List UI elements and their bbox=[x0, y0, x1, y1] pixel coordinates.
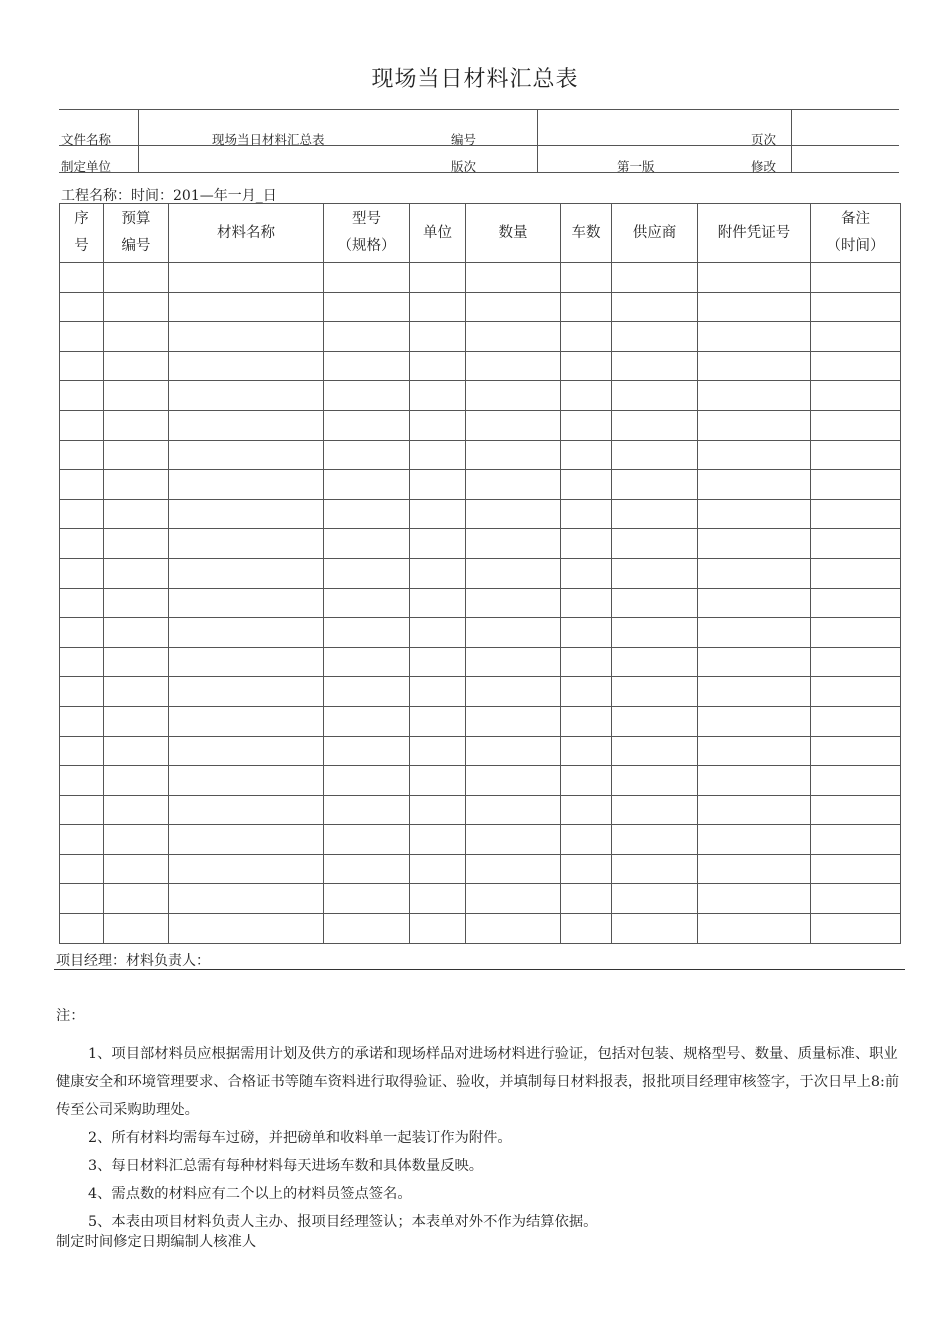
table-cell[interactable] bbox=[612, 647, 698, 677]
table-cell[interactable] bbox=[60, 795, 104, 825]
table-cell[interactable] bbox=[811, 736, 901, 766]
table-cell[interactable] bbox=[104, 706, 169, 736]
column-header: 供应商 bbox=[612, 204, 698, 263]
column-header: 备注 （时间） bbox=[811, 204, 901, 263]
table-cell[interactable] bbox=[169, 706, 324, 736]
table-cell[interactable] bbox=[410, 351, 466, 381]
table-cell[interactable] bbox=[104, 410, 169, 440]
table-cell[interactable] bbox=[698, 736, 811, 766]
table-cell[interactable] bbox=[811, 825, 901, 855]
page-label: 页次 bbox=[751, 132, 777, 147]
table-cell[interactable] bbox=[466, 410, 561, 440]
table-cell[interactable] bbox=[698, 588, 811, 618]
table-cell[interactable] bbox=[60, 854, 104, 884]
table-cell[interactable] bbox=[410, 292, 466, 322]
table-row bbox=[60, 322, 901, 352]
table-cell[interactable] bbox=[466, 381, 561, 411]
signature-line: 项目经理：材料负责人： bbox=[56, 953, 210, 969]
table-cell[interactable] bbox=[104, 381, 169, 411]
table-cell[interactable] bbox=[410, 677, 466, 707]
table-cell[interactable] bbox=[612, 470, 698, 500]
table-cell[interactable] bbox=[612, 825, 698, 855]
table-cell[interactable] bbox=[561, 795, 612, 825]
table-cell[interactable] bbox=[811, 410, 901, 440]
column-header: 数量 bbox=[466, 204, 561, 263]
table-cell[interactable] bbox=[698, 499, 811, 529]
table-row bbox=[60, 558, 901, 588]
notes-section bbox=[56, 1002, 906, 1236]
table-cell[interactable] bbox=[60, 766, 104, 796]
table-cell[interactable] bbox=[466, 499, 561, 529]
table-cell[interactable] bbox=[612, 529, 698, 559]
table-cell[interactable] bbox=[561, 292, 612, 322]
revision-label: 修改 bbox=[751, 159, 777, 174]
version-value: 第一版 bbox=[617, 159, 655, 174]
table-cell[interactable] bbox=[561, 263, 612, 293]
table-cell[interactable] bbox=[169, 499, 324, 529]
table-cell[interactable] bbox=[324, 292, 410, 322]
table-cell[interactable] bbox=[612, 322, 698, 352]
table-cell[interactable] bbox=[104, 322, 169, 352]
table-cell[interactable] bbox=[811, 440, 901, 470]
table-cell[interactable] bbox=[612, 440, 698, 470]
table-cell[interactable] bbox=[60, 440, 104, 470]
table-cell[interactable] bbox=[324, 825, 410, 855]
column-header: 单位 bbox=[410, 204, 466, 263]
table-cell[interactable] bbox=[612, 588, 698, 618]
table-cell[interactable] bbox=[561, 736, 612, 766]
table-cell[interactable] bbox=[698, 884, 811, 914]
table-cell[interactable] bbox=[561, 618, 612, 648]
table-cell[interactable] bbox=[612, 410, 698, 440]
table-cell[interactable] bbox=[466, 263, 561, 293]
table-cell[interactable] bbox=[466, 677, 561, 707]
table-cell[interactable] bbox=[466, 795, 561, 825]
document-title: 现场当日材料汇总表 bbox=[371, 67, 579, 92]
note-item: 4、需点数的材料应有二个以上的材料员签点签名。 bbox=[88, 1186, 412, 1202]
table-cell[interactable] bbox=[410, 322, 466, 352]
table-cell[interactable] bbox=[169, 854, 324, 884]
table-cell[interactable] bbox=[60, 647, 104, 677]
table-row bbox=[60, 292, 901, 322]
table-cell[interactable] bbox=[612, 766, 698, 796]
table-cell[interactable] bbox=[466, 884, 561, 914]
table-cell[interactable] bbox=[561, 322, 612, 352]
table-cell[interactable] bbox=[466, 558, 561, 588]
table-cell[interactable] bbox=[811, 677, 901, 707]
table-cell[interactable] bbox=[60, 470, 104, 500]
table-cell[interactable] bbox=[811, 351, 901, 381]
note-item: 5、本表由项目材料负责人主办、报项目经理签认；本表单对外不作为结算依据。 bbox=[88, 1214, 598, 1230]
table-cell[interactable] bbox=[466, 588, 561, 618]
table-cell[interactable] bbox=[324, 736, 410, 766]
table-cell[interactable] bbox=[410, 795, 466, 825]
column-header: 车数 bbox=[561, 204, 612, 263]
table-row bbox=[60, 647, 901, 677]
table-cell[interactable] bbox=[60, 825, 104, 855]
table-cell[interactable] bbox=[60, 529, 104, 559]
table-cell[interactable] bbox=[104, 588, 169, 618]
table-cell[interactable] bbox=[466, 736, 561, 766]
table-cell[interactable] bbox=[466, 351, 561, 381]
table-cell[interactable] bbox=[811, 499, 901, 529]
table-cell[interactable] bbox=[561, 410, 612, 440]
table-row bbox=[60, 706, 901, 736]
table-cell[interactable] bbox=[324, 706, 410, 736]
unit-label: 制定单位 bbox=[61, 159, 112, 174]
table-cell[interactable] bbox=[60, 322, 104, 352]
table-cell[interactable] bbox=[324, 766, 410, 796]
header-divider bbox=[537, 109, 538, 172]
table-cell[interactable] bbox=[324, 470, 410, 500]
footer-line: 制定时间修定日期编制人核准人 bbox=[56, 1234, 257, 1250]
table-cell[interactable] bbox=[60, 618, 104, 648]
table-cell[interactable] bbox=[561, 914, 612, 944]
table-cell[interactable] bbox=[104, 736, 169, 766]
table-cell[interactable] bbox=[811, 470, 901, 500]
table-cell[interactable] bbox=[612, 292, 698, 322]
table-cell[interactable] bbox=[466, 440, 561, 470]
table-cell[interactable] bbox=[60, 410, 104, 440]
table-cell[interactable] bbox=[466, 706, 561, 736]
header-divider bbox=[138, 109, 139, 172]
table-cell[interactable] bbox=[612, 618, 698, 648]
table-cell[interactable] bbox=[811, 381, 901, 411]
table-cell[interactable] bbox=[104, 499, 169, 529]
column-header: 材料名称 bbox=[169, 204, 324, 263]
table-row bbox=[60, 914, 901, 944]
table-cell[interactable] bbox=[561, 884, 612, 914]
table-cell[interactable] bbox=[811, 706, 901, 736]
table-cell[interactable] bbox=[612, 263, 698, 293]
notes-heading: 注： bbox=[56, 1008, 85, 1024]
table-cell[interactable] bbox=[169, 618, 324, 648]
table-cell[interactable] bbox=[169, 381, 324, 411]
table-cell[interactable] bbox=[466, 854, 561, 884]
table-cell[interactable] bbox=[561, 588, 612, 618]
table-cell[interactable] bbox=[698, 795, 811, 825]
table-cell[interactable] bbox=[169, 558, 324, 588]
table-cell[interactable] bbox=[698, 351, 811, 381]
table-cell[interactable] bbox=[698, 618, 811, 648]
table-cell[interactable] bbox=[169, 825, 324, 855]
table-cell[interactable] bbox=[104, 263, 169, 293]
table-cell[interactable] bbox=[104, 914, 169, 944]
version-label: 版次 bbox=[451, 159, 477, 174]
table-cell[interactable] bbox=[324, 647, 410, 677]
table-cell[interactable] bbox=[410, 529, 466, 559]
table-cell[interactable] bbox=[169, 914, 324, 944]
table-cell[interactable] bbox=[324, 795, 410, 825]
table-cell[interactable] bbox=[561, 440, 612, 470]
table-cell[interactable] bbox=[410, 914, 466, 944]
table-cell[interactable] bbox=[60, 381, 104, 411]
table-cell[interactable] bbox=[612, 884, 698, 914]
table-cell[interactable] bbox=[60, 706, 104, 736]
table-cell[interactable] bbox=[169, 795, 324, 825]
table-cell[interactable] bbox=[169, 884, 324, 914]
column-header: 附件凭证号 bbox=[698, 204, 811, 263]
table-cell[interactable] bbox=[324, 263, 410, 293]
table-row bbox=[60, 588, 901, 618]
table-cell[interactable] bbox=[811, 647, 901, 677]
table-cell[interactable] bbox=[324, 884, 410, 914]
table-cell[interactable] bbox=[104, 292, 169, 322]
table-row bbox=[60, 440, 901, 470]
table-cell[interactable] bbox=[698, 647, 811, 677]
table-cell[interactable] bbox=[60, 677, 104, 707]
table-cell[interactable] bbox=[561, 766, 612, 796]
number-label: 编号 bbox=[451, 132, 477, 147]
table-cell[interactable] bbox=[466, 914, 561, 944]
table-cell[interactable] bbox=[169, 647, 324, 677]
table-cell[interactable] bbox=[104, 440, 169, 470]
table-cell[interactable] bbox=[169, 440, 324, 470]
table-row bbox=[60, 499, 901, 529]
table-cell[interactable] bbox=[104, 766, 169, 796]
table-cell[interactable] bbox=[60, 588, 104, 618]
table-row bbox=[60, 766, 901, 796]
table-cell[interactable] bbox=[410, 440, 466, 470]
table-cell[interactable] bbox=[561, 558, 612, 588]
table-cell[interactable] bbox=[60, 884, 104, 914]
table-cell[interactable] bbox=[169, 470, 324, 500]
table-cell[interactable] bbox=[324, 854, 410, 884]
table-cell[interactable] bbox=[324, 588, 410, 618]
table-cell[interactable] bbox=[698, 440, 811, 470]
table-cell[interactable] bbox=[466, 292, 561, 322]
table-cell[interactable] bbox=[104, 647, 169, 677]
table-cell[interactable] bbox=[466, 470, 561, 500]
table-cell[interactable] bbox=[698, 677, 811, 707]
table-cell[interactable] bbox=[466, 647, 561, 677]
table-cell[interactable] bbox=[561, 825, 612, 855]
header-rule-top bbox=[59, 109, 899, 110]
table-cell[interactable] bbox=[169, 766, 324, 796]
table-cell[interactable] bbox=[169, 292, 324, 322]
table-cell[interactable] bbox=[811, 618, 901, 648]
table-cell[interactable] bbox=[169, 351, 324, 381]
table-cell[interactable] bbox=[811, 766, 901, 796]
table-cell[interactable] bbox=[698, 410, 811, 440]
table-cell[interactable] bbox=[561, 381, 612, 411]
table-cell[interactable] bbox=[698, 529, 811, 559]
table-cell[interactable] bbox=[410, 499, 466, 529]
table-cell[interactable] bbox=[612, 795, 698, 825]
table-cell[interactable] bbox=[60, 499, 104, 529]
table-cell[interactable] bbox=[698, 766, 811, 796]
table-cell[interactable] bbox=[104, 854, 169, 884]
table-cell[interactable] bbox=[466, 766, 561, 796]
table-cell[interactable] bbox=[561, 351, 612, 381]
table-row bbox=[60, 884, 901, 914]
table-cell[interactable] bbox=[698, 825, 811, 855]
table-cell[interactable] bbox=[561, 854, 612, 884]
table-cell[interactable] bbox=[169, 263, 324, 293]
table-row bbox=[60, 825, 901, 855]
table-row bbox=[60, 470, 901, 500]
table-cell[interactable] bbox=[410, 825, 466, 855]
table-cell[interactable] bbox=[612, 914, 698, 944]
table-cell[interactable] bbox=[561, 529, 612, 559]
table-cell[interactable] bbox=[698, 706, 811, 736]
table-cell[interactable] bbox=[811, 854, 901, 884]
header-divider bbox=[791, 109, 792, 172]
table-cell[interactable] bbox=[698, 322, 811, 352]
table-cell[interactable] bbox=[104, 558, 169, 588]
table-cell[interactable] bbox=[169, 410, 324, 440]
table-cell[interactable] bbox=[60, 263, 104, 293]
table-cell[interactable] bbox=[612, 706, 698, 736]
table-cell[interactable] bbox=[811, 558, 901, 588]
table-cell[interactable] bbox=[698, 381, 811, 411]
table-cell[interactable] bbox=[410, 884, 466, 914]
table-cell[interactable] bbox=[324, 351, 410, 381]
table-cell[interactable] bbox=[561, 499, 612, 529]
table-row bbox=[60, 381, 901, 411]
table-cell[interactable] bbox=[104, 677, 169, 707]
table-cell[interactable] bbox=[466, 825, 561, 855]
table-cell[interactable] bbox=[698, 854, 811, 884]
table-cell[interactable] bbox=[811, 529, 901, 559]
table-cell[interactable] bbox=[612, 736, 698, 766]
table-cell[interactable] bbox=[466, 529, 561, 559]
table-cell[interactable] bbox=[324, 322, 410, 352]
table-cell[interactable] bbox=[60, 558, 104, 588]
material-table bbox=[59, 203, 901, 944]
table-row bbox=[60, 677, 901, 707]
table-cell[interactable] bbox=[410, 736, 466, 766]
note-item: 3、每日材料汇总需有每种材料每天进场车数和具体数量反映。 bbox=[88, 1158, 484, 1174]
table-cell[interactable] bbox=[410, 410, 466, 440]
table-row bbox=[60, 618, 901, 648]
project-info-line: 工程名称：时间：201—年一月_日 bbox=[61, 188, 277, 204]
table-cell[interactable] bbox=[612, 677, 698, 707]
table-cell[interactable] bbox=[104, 351, 169, 381]
table-cell[interactable] bbox=[811, 292, 901, 322]
table-cell[interactable] bbox=[811, 884, 901, 914]
table-cell[interactable] bbox=[561, 470, 612, 500]
table-cell[interactable] bbox=[410, 766, 466, 796]
table-cell[interactable] bbox=[169, 736, 324, 766]
table-header-row bbox=[60, 204, 901, 263]
column-header: 序 号 bbox=[60, 204, 104, 263]
table-row bbox=[60, 351, 901, 381]
table-cell[interactable] bbox=[324, 410, 410, 440]
table-cell[interactable] bbox=[698, 263, 811, 293]
table-cell[interactable] bbox=[104, 470, 169, 500]
note-item: 2、所有材料均需每车过磅，并把磅单和收料单一起装订作为附件。 bbox=[88, 1130, 512, 1146]
table-cell[interactable] bbox=[698, 914, 811, 944]
table-cell[interactable] bbox=[410, 618, 466, 648]
table-cell[interactable] bbox=[811, 322, 901, 352]
table-row bbox=[60, 263, 901, 293]
column-header: 预算 编号 bbox=[104, 204, 169, 263]
table-cell[interactable] bbox=[466, 618, 561, 648]
table-row bbox=[60, 529, 901, 559]
table-cell[interactable] bbox=[169, 588, 324, 618]
column-header: 型号 （规格） bbox=[324, 204, 410, 263]
table-row bbox=[60, 795, 901, 825]
table-cell[interactable] bbox=[324, 440, 410, 470]
table-cell[interactable] bbox=[561, 706, 612, 736]
table-cell[interactable] bbox=[104, 884, 169, 914]
table-cell[interactable] bbox=[169, 529, 324, 559]
table-row bbox=[60, 854, 901, 884]
table-cell[interactable] bbox=[169, 677, 324, 707]
table-cell[interactable] bbox=[324, 381, 410, 411]
table-cell[interactable] bbox=[60, 351, 104, 381]
table-cell[interactable] bbox=[410, 263, 466, 293]
table-cell[interactable] bbox=[698, 558, 811, 588]
table-cell[interactable] bbox=[324, 529, 410, 559]
table-cell[interactable] bbox=[466, 322, 561, 352]
doc-name-value: 现场当日材料汇总表 bbox=[212, 132, 325, 147]
table-cell[interactable] bbox=[104, 825, 169, 855]
table-cell[interactable] bbox=[410, 647, 466, 677]
table-cell[interactable] bbox=[169, 322, 324, 352]
table-cell[interactable] bbox=[612, 381, 698, 411]
table-cell[interactable] bbox=[60, 736, 104, 766]
table-cell[interactable] bbox=[811, 914, 901, 944]
table-cell[interactable] bbox=[410, 381, 466, 411]
table-row bbox=[60, 410, 901, 440]
table-cell[interactable] bbox=[410, 588, 466, 618]
signature-rule bbox=[54, 969, 905, 970]
table-cell[interactable] bbox=[698, 292, 811, 322]
table-cell[interactable] bbox=[324, 914, 410, 944]
table-cell[interactable] bbox=[561, 677, 612, 707]
table-cell[interactable] bbox=[612, 854, 698, 884]
table-cell[interactable] bbox=[324, 618, 410, 648]
table-cell[interactable] bbox=[811, 795, 901, 825]
table-cell[interactable] bbox=[104, 529, 169, 559]
table-cell[interactable] bbox=[811, 263, 901, 293]
table-cell[interactable] bbox=[104, 618, 169, 648]
table-cell[interactable] bbox=[410, 706, 466, 736]
table-cell[interactable] bbox=[410, 470, 466, 500]
table-cell[interactable] bbox=[60, 914, 104, 944]
table-cell[interactable] bbox=[410, 854, 466, 884]
table-cell[interactable] bbox=[324, 558, 410, 588]
table-cell[interactable] bbox=[324, 499, 410, 529]
table-cell[interactable] bbox=[811, 588, 901, 618]
table-cell[interactable] bbox=[60, 292, 104, 322]
table-cell[interactable] bbox=[612, 558, 698, 588]
table-body bbox=[60, 263, 901, 944]
table-row bbox=[60, 736, 901, 766]
note-item: 1、项目部材料员应根据需用计划及供方的承诺和现场样品对进场材料进行验证，包括对包装、规格型号、数量、质量标准、职业健康安全和环境管理要求、合格证书等随车资料进行取得验证、验收，并填制每日材料报表，报批项目经理审核签字，于次日早上8:前传至公司采购助理处。 bbox=[56, 1046, 900, 1118]
table-cell[interactable] bbox=[104, 795, 169, 825]
table-cell[interactable] bbox=[612, 499, 698, 529]
table-cell[interactable] bbox=[561, 647, 612, 677]
table-cell[interactable] bbox=[612, 351, 698, 381]
doc-name-label: 文件名称 bbox=[61, 132, 112, 147]
table-cell[interactable] bbox=[410, 558, 466, 588]
table-cell[interactable] bbox=[698, 470, 811, 500]
table-cell[interactable] bbox=[324, 677, 410, 707]
